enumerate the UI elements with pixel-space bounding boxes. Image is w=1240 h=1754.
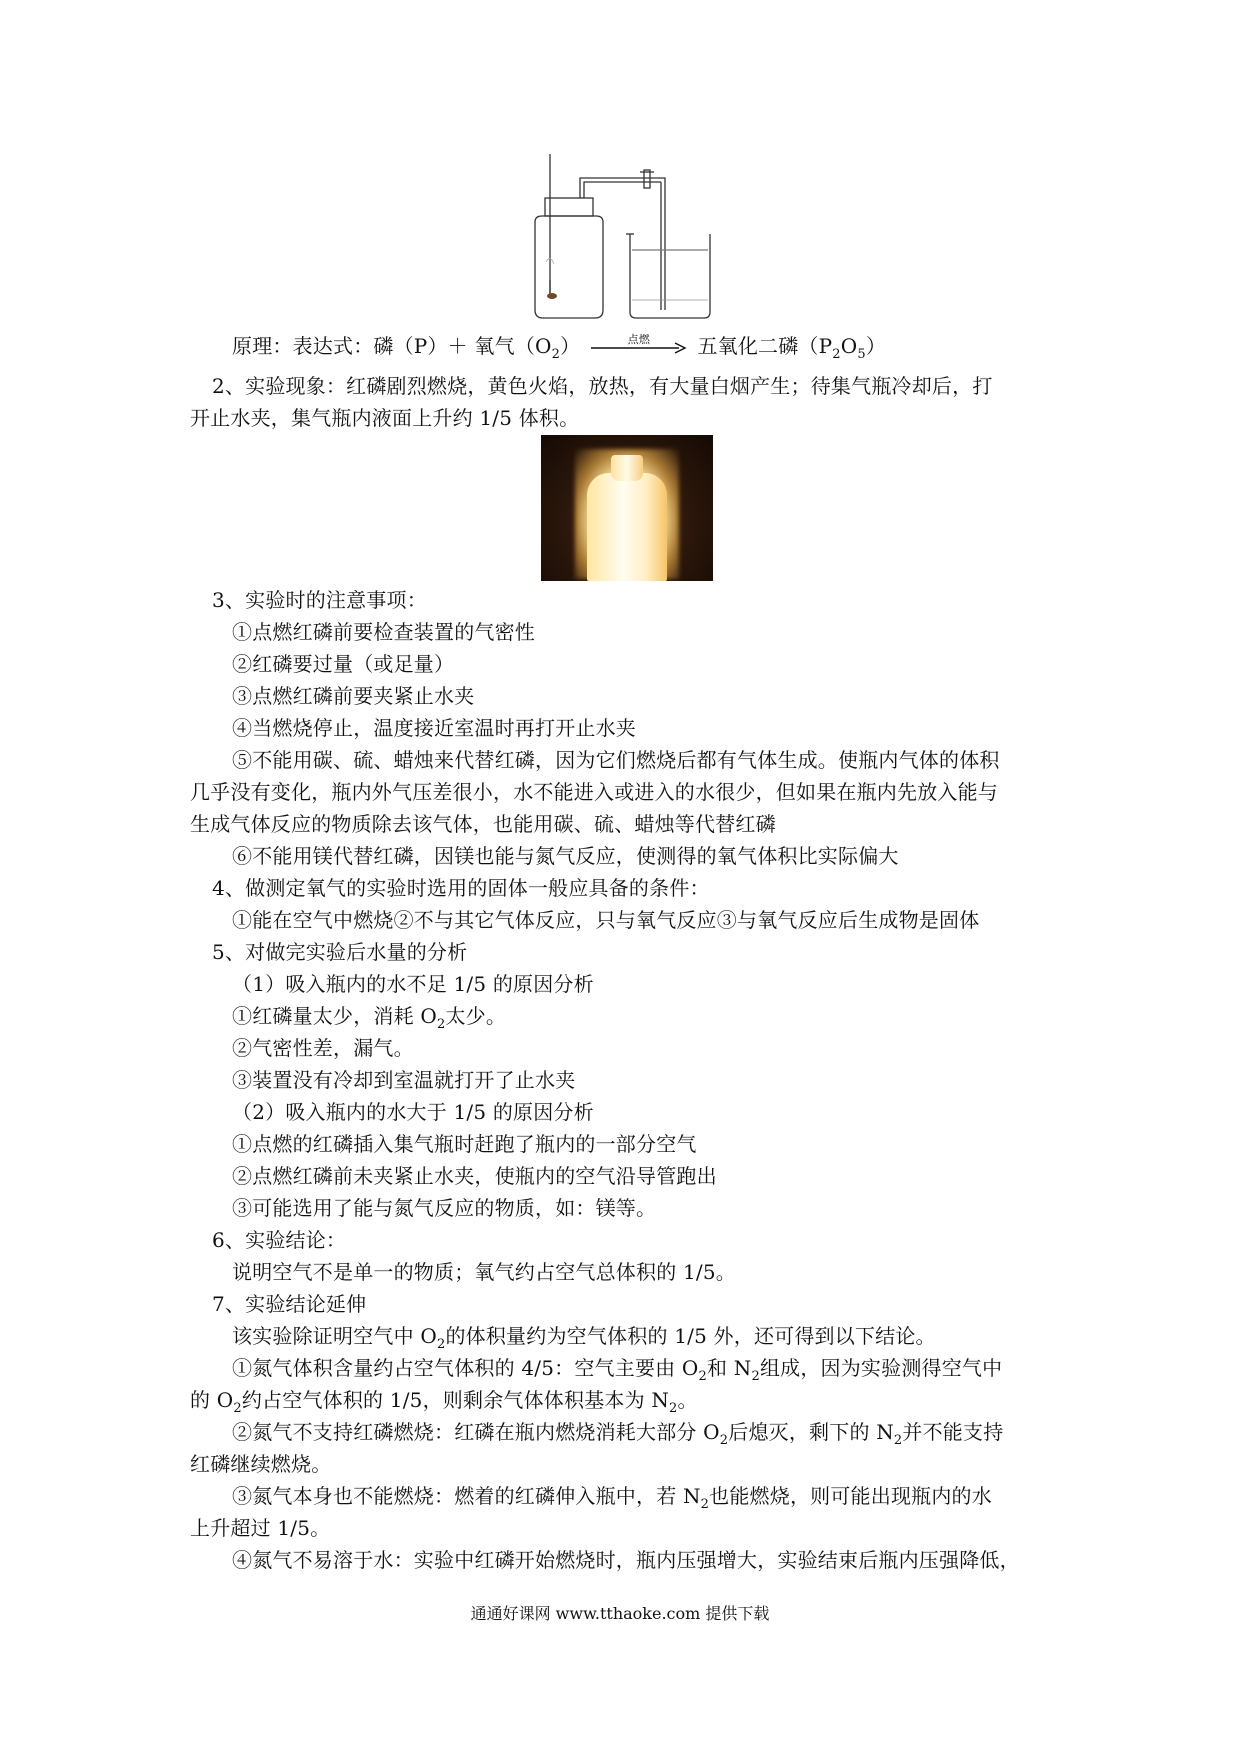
section3-item3: ③点燃红磷前要夹紧止水夹 xyxy=(232,684,475,708)
page-footer: 通通好课网 www.tthaoke.com 提供下载 xyxy=(470,1604,770,1623)
section5-sub1-item2: ②气密性差，漏气。 xyxy=(232,1036,414,1060)
section3-item5: ⑤不能用碳、硫、蜡烛来代替红磷，因为它们燃烧后都有气体生成。使瓶内气体的体积 xyxy=(232,748,1000,772)
reaction-formula: 原理：表达式：磷（P）＋ 氧气$(O_2)$ 点燃 五氧化二磷$(P_2O_5)$ xyxy=(232,330,1102,371)
section5-sub2-item2: ②点燃红磷前未夹紧止水夹，使瓶内的空气沿导管跑出 xyxy=(232,1164,717,1188)
section2-line2: 开止水夹，集气瓶内液面上升约 1/5 体积。 xyxy=(190,406,580,430)
reaction-arrow xyxy=(591,332,687,358)
section3-item5-cont1: 几乎没有变化，瓶内外气压差很小，水不能进入或进入的水很少，但如果在瓶内先放入能与 xyxy=(190,780,998,804)
arrow-label: 点燃 xyxy=(627,332,651,346)
section5-sub2: （2）吸入瓶内的水大于 1/5 的原因分析 xyxy=(232,1100,594,1124)
section7-conclusion3: ③氮气本身也不能燃烧：燃着的红磷伸入瓶中，若 $N_2$也能燃烧，则可能出现瓶内的水 xyxy=(232,1484,992,1512)
section5-sub1-item3: ③装置没有冷却到室温就打开了止水夹 xyxy=(232,1068,576,1092)
section4-content: ①能在空气中燃烧②不与其它气体反应，只与氧气反应③与氧气反应后生成物是固体 xyxy=(232,908,980,932)
section3-item5-cont2: 生成气体反应的物质除去该气体，也能用碳、硫、蜡烛等代替红磷 xyxy=(190,812,776,836)
section2-line1: 2、实验现象：红磷剧烈燃烧，黄色火焰，放热，有大量白烟产生；待集气瓶冷却后，打 xyxy=(212,374,993,398)
section5-sub2-item3: ③可能选用了能与氮气反应的物质，如：镁等。 xyxy=(232,1196,657,1220)
section7-title: 7、实验结论延伸 xyxy=(212,1292,367,1316)
section5-sub1: （1）吸入瓶内的水不足 1/5 的原因分析 xyxy=(232,972,594,996)
section3-title: 3、实验时的注意事项： xyxy=(212,588,427,612)
section5-sub1-item1: ①红磷量太少，消耗 $O_2$太少。 xyxy=(232,1004,507,1032)
section5-sub2-item1: ①点燃的红磷插入集气瓶时赶跑了瓶内的一部分空气 xyxy=(232,1132,697,1156)
section7-conclusion1-cont: 的 $O_2$约占空气体积的 1/5，则剩余气体体积基本为 $N_2$。 xyxy=(190,1388,698,1416)
section7-intro: 该实验除证明空气中 $O_2$的体积量约为空气体积的 1/5 外，还可得到以下结论。 xyxy=(232,1324,936,1352)
section6-content: 说明空气不是单一的物质；氧气约占空气总体积的 1/5。 xyxy=(232,1260,736,1284)
section3-item2: ②红磷要过量（或足量） xyxy=(232,652,455,676)
section7-conclusion2-cont: 红磷继续燃烧。 xyxy=(190,1452,332,1476)
apparatus-diagram xyxy=(520,150,720,330)
section7-conclusion1: ①氮气体积含量约占空气体积的 4/5：空气主要由 $O_2$和 $N_2$组成，因为实验测得空气中 xyxy=(232,1356,1003,1384)
section6-title: 6、实验结论： xyxy=(212,1228,347,1252)
section3-item6: ⑥不能用镁代替红磷，因镁也能与氮气反应，使测得的氧气体积比实际偏大 xyxy=(232,844,899,868)
section4-title: 4、做测定氧气的实验时选用的固体一般应具备的条件： xyxy=(212,876,710,900)
section7-conclusion2: ②氮气不支持红磷燃烧：红磷在瓶内燃烧消耗大部分 $O_2$后熄灭，剩下的 $N_2$并不能支持 xyxy=(232,1420,1004,1448)
section3-item4: ④当燃烧停止，温度接近室温时再打开止水夹 xyxy=(232,716,636,740)
section7-conclusion4: ④氮气不易溶于水：实验中红磷开始燃烧时，瓶内压强增大，实验结束后瓶内压强降低， xyxy=(232,1548,1020,1572)
section7-conclusion3-cont: 上升超过 1/5。 xyxy=(190,1516,331,1540)
section5-title: 5、对做完实验后水量的分析 xyxy=(212,940,468,964)
section3-item1: ①点燃红磷前要检查装置的气密性 xyxy=(232,620,535,644)
burning-bottle-photo xyxy=(541,435,713,581)
